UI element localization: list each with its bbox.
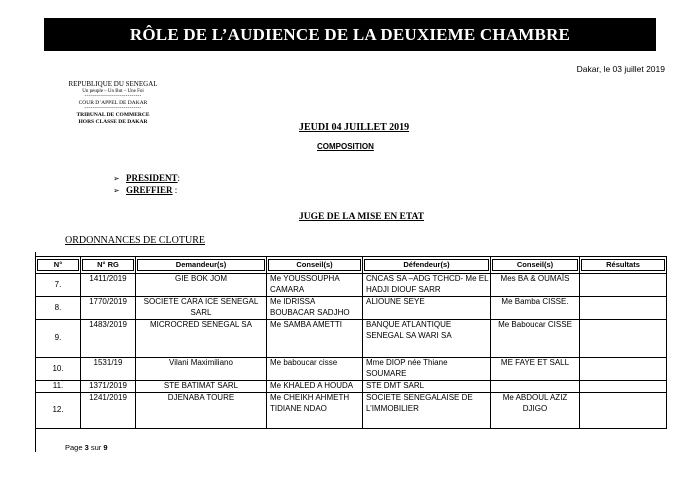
footer-total: 9 <box>103 443 108 452</box>
header-conseil-1: Conseil(s) <box>267 257 363 274</box>
cell-defendeur: SOCIETE SENEGALAISE DE L’IMMOBILIER <box>363 393 491 429</box>
cell-defendeur: BANQUE ATLANTIQUE SENEGAL SA WARI SA <box>363 320 491 358</box>
cell-defendeur: ALIOUNE SEYE <box>363 297 491 320</box>
cell-num: 12. <box>36 393 81 429</box>
header-rg: N° RG <box>81 257 136 274</box>
president-label: PRESIDENT <box>126 173 178 183</box>
cell-demandeur: GIE BOK JOM <box>136 274 267 297</box>
table-row <box>36 297 667 320</box>
header-demandeur: Demandeur(s) <box>136 257 267 274</box>
cell-rg: 1531/19 <box>81 358 136 381</box>
cell-conseil-2: Me ABDOUL AZIZ DJIGO <box>491 393 580 429</box>
republic-name: REPUBLIQUE DU SENEGAL <box>68 80 158 88</box>
cell-num: 11. <box>36 381 81 393</box>
cell-num: 9. <box>36 320 81 358</box>
ordonnances-heading: ORDONNANCES DE CLOTURE <box>65 235 205 246</box>
page-footer <box>65 443 108 452</box>
cell-rg: 1241/2019 <box>81 393 136 429</box>
cell-defendeur: STE DMT SARL <box>363 381 491 393</box>
document-date: Dakar, le 03 juillet 2019 <box>576 64 665 74</box>
table-row <box>36 393 667 429</box>
footer-page: 3 <box>84 443 89 452</box>
header-num: N° <box>36 257 81 274</box>
president-row <box>113 172 180 184</box>
composition-roles <box>113 172 180 196</box>
cell-rg: 1770/2019 <box>81 297 136 320</box>
header-conseil-2: Conseil(s) <box>491 257 580 274</box>
table-header-row <box>36 257 667 274</box>
table-row <box>36 320 667 358</box>
separator-dots: ----------------------------- <box>84 106 142 111</box>
cell-resultat <box>580 358 667 381</box>
page-banner-title: RÔLE DE L’AUDIENCE DE LA DEUXIEME CHAMBRE <box>44 18 656 51</box>
cell-demandeur: Vilani Maximiliano <box>136 358 267 381</box>
greffier-row <box>113 184 180 196</box>
tribunal-line-2: HORS CLASSE DE DAKAR <box>78 119 148 125</box>
cell-demandeur: MICROCRED SENEGAL SA <box>136 320 267 358</box>
arrow-bullet-icon: ➢ <box>113 186 120 195</box>
cell-conseil-1: Me SAMBA AMETTI <box>267 320 363 358</box>
cell-conseil-2: ME FAYE ET SALL <box>491 358 580 381</box>
cell-demandeur: DJENABA TOURE <box>136 393 267 429</box>
president-colon: : <box>177 173 181 183</box>
cell-rg: 1483/2019 <box>81 320 136 358</box>
cell-conseil-2 <box>491 381 580 393</box>
cell-conseil-2: Me Baboucar CISSE <box>491 320 580 358</box>
hearing-table <box>35 256 667 429</box>
juge-heading: JUGE DE LA MISE EN ETAT <box>299 212 425 222</box>
cell-resultat <box>580 381 667 393</box>
greffier-colon: : <box>172 185 178 195</box>
cell-defendeur: CNCAS SA –ADG TCHCD- Me EL HADJI DIOUF SARR <box>363 274 491 297</box>
cell-num: 7. <box>36 274 81 297</box>
cell-num: 8. <box>36 297 81 320</box>
cell-resultat <box>580 274 667 297</box>
header-defendeur: Défendeur(s) <box>363 257 491 274</box>
separator-dots: ----------------------------- <box>84 94 142 99</box>
cell-demandeur: STE BATIMAT SARL <box>136 381 267 393</box>
court-name: COUR D’APPEL DE DAKAR <box>78 100 148 106</box>
cell-conseil-1: Me baboucar cisse <box>267 358 363 381</box>
composition-heading: COMPOSITION <box>317 142 374 151</box>
table-row <box>36 381 667 393</box>
cell-conseil-1: Me CHEIKH AHMETH TIDIANE NDAO <box>267 393 363 429</box>
republic-header <box>48 80 178 126</box>
cell-conseil-2: Me Bamba CISSE. <box>491 297 580 320</box>
cell-conseil-1: Me IDRISSA BOUBACAR SADJHO <box>267 297 363 320</box>
republic-motto: Un peuple – Un But – Une Foi <box>82 89 144 94</box>
footer-prefix: Page <box>65 443 85 452</box>
cell-conseil-1: Me YOUSSOUPHA CAMARA <box>267 274 363 297</box>
cell-conseil-2: Mes BA & OUMAÏS <box>491 274 580 297</box>
cell-resultat <box>580 297 667 320</box>
table-row <box>36 274 667 297</box>
greffier-label: GREFFIER <box>126 185 173 195</box>
table-row <box>36 358 667 381</box>
tribunal-line-1: TRIBUNAL DE COMMERCE <box>76 112 150 118</box>
header-resultats: Résultats <box>580 257 667 274</box>
cell-rg: 1371/2019 <box>81 381 136 393</box>
cell-num: 10. <box>36 358 81 381</box>
margin-line <box>35 252 36 452</box>
cell-defendeur: Mme DIOP née Thiane SOUMARE <box>363 358 491 381</box>
hearing-day: JEUDI 04 JUILLET 2019 <box>299 122 410 133</box>
cell-conseil-1: Me KHALED A HOUDA <box>267 381 363 393</box>
cell-resultat <box>580 393 667 429</box>
footer-sep: sur <box>88 443 104 452</box>
cell-demandeur: SOCIETE CARA ICE SENEGAL SARL <box>136 297 267 320</box>
cell-rg: 1411/2019 <box>81 274 136 297</box>
arrow-bullet-icon: ➢ <box>113 174 120 183</box>
cell-resultat <box>580 320 667 358</box>
